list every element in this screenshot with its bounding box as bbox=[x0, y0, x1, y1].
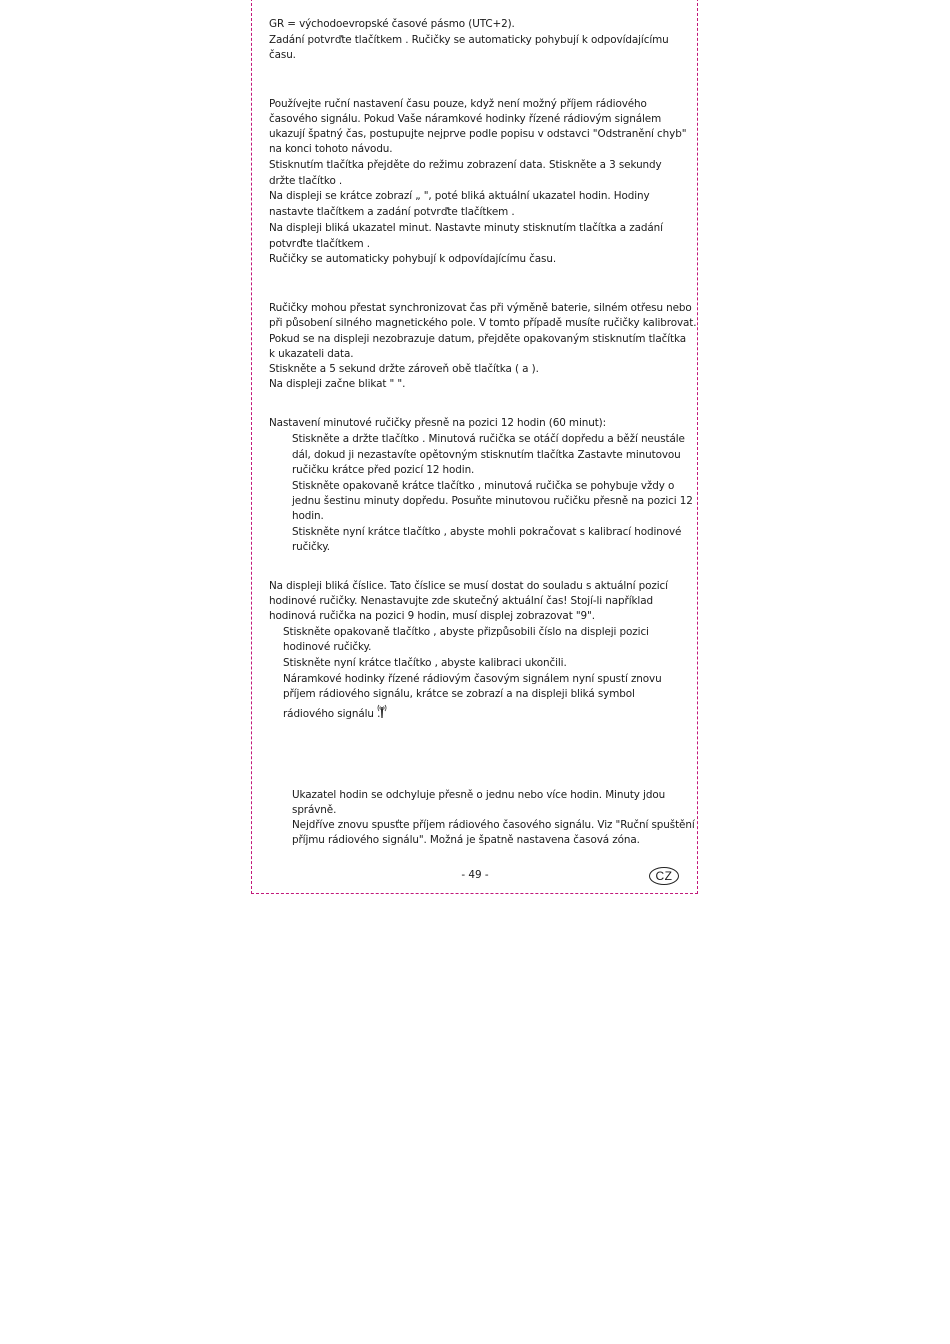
text-line: rádiového signálu . bbox=[283, 708, 381, 720]
text-line: Na displeji se krátce zobrazí „ ", poté bliká aktuální ukazatel hodin. Hodiny bbox=[269, 190, 650, 202]
text-line: Pokud se na displeji nezobrazuje datum, přejděte opakovaným stisknutím tlačítka bbox=[269, 333, 686, 345]
text-line: držte tlačítko . bbox=[269, 175, 343, 187]
text-line: na konci tohoto návodu. bbox=[269, 143, 393, 155]
language-badge: CZ bbox=[649, 867, 679, 885]
text-line: hodinová ručička na pozici 9 hodin, musí displej zobrazovat "9". bbox=[269, 610, 595, 622]
text-line: Nastavení minutové ručičky přesně na pozici 12 hodin (60 minut): bbox=[269, 417, 607, 429]
page-number: - 49 - bbox=[461, 869, 489, 881]
text-line: potvrďte tlačítkem . bbox=[269, 238, 370, 250]
text-line: Ukazatel hodin se odchyluje přesně o jednu nebo více hodin. Minuty jdou bbox=[292, 789, 666, 801]
text-line: ručičku krátce před pozicí 12 hodin. bbox=[292, 464, 475, 476]
text-line: hodin. bbox=[292, 510, 324, 522]
text-line: časového signálu. Pokud Vaše náramkové hodinky řízené rádiovým signálem bbox=[269, 113, 662, 125]
text-line: Na displeji bliká číslice. Tato číslice se musí dostat do souladu s aktuální pozicí bbox=[269, 580, 668, 592]
text-line: Používejte ruční nastavení času pouze, když není možný příjem rádiového bbox=[269, 98, 647, 110]
text-line: Ručičky se automaticky pohybují k odpovídajícímu času. bbox=[269, 253, 557, 265]
text-line: Stiskněte opakovaně krátce tlačítko , minutová ručička se pohybuje vždy o bbox=[292, 480, 675, 492]
text-line: k ukazateli data. bbox=[269, 348, 354, 360]
text-line: Zadání potvrďte tlačítkem . Ručičky se automaticky pohybují k odpovídajícímu bbox=[269, 34, 669, 46]
text-line: Stiskněte a 5 sekund držte zároveň obě tlačítka ( a ). bbox=[269, 363, 539, 375]
text-line: Nejdříve znovu spusťte příjem rádiového časového signálu. Viz "Ruční spuštění bbox=[292, 819, 695, 831]
text-line: příjmu rádiového signálu". Možná je špatně nastavena časová zóna. bbox=[292, 834, 640, 846]
text-line: jednu šestinu minuty dopředu. Posuňte minutovou ručičku přesně na pozici 12 bbox=[292, 495, 693, 507]
text-line: ukazují špatný čas, postupujte nejprve podle popisu v odstavci "Odstranění chyb" bbox=[269, 128, 687, 140]
text-line: Stiskněte opakovaně tlačítko , abyste přizpůsobili číslo na displeji pozici bbox=[283, 626, 649, 638]
text-line: Stiskněte a držte tlačítko . Minutová ručička se otáčí dopředu a běží neustále bbox=[292, 433, 685, 445]
text-line: Náramkové hodinky řízené rádiovým časovým signálem nyní spustí znovu bbox=[283, 673, 662, 685]
text-line: Stisknutím tlačítka přejděte do režimu zobrazení data. Stiskněte a 3 sekundy bbox=[269, 159, 662, 171]
text-line: správně. bbox=[292, 804, 337, 816]
text-line: dál, dokud ji nezastavíte opětovným stisknutím tlačítka Zastavte minutovou bbox=[292, 449, 681, 461]
radio-signal-icon bbox=[375, 703, 389, 719]
text-line: Stiskněte nyní krátce tlačítko , abyste mohli pokračovat s kalibrací hodinové bbox=[292, 526, 682, 538]
text-line: Stiskněte nyní krátce tlačítko , abyste kalibraci ukončili. bbox=[283, 657, 567, 669]
text-line: GR = východoevropské časové pásmo (UTC+2). bbox=[269, 18, 515, 30]
text-line: ručičky. bbox=[292, 541, 330, 553]
text-line: času. bbox=[269, 49, 296, 61]
text-line: Na displeji bliká ukazatel minut. Nastavte minuty stisknutím tlačítka a zadání bbox=[269, 222, 663, 234]
text-line: hodinové ručičky. bbox=[283, 641, 372, 653]
text-line: příjem rádiového signálu, krátce se zobrazí a na displeji bliká symbol bbox=[283, 688, 635, 700]
text-line: Ručičky mohou přestat synchronizovat čas při výměně baterie, silném otřesu nebo bbox=[269, 302, 692, 314]
text-line: nastavte tlačítkem a zadání potvrďte tlačítkem . bbox=[269, 206, 515, 218]
text-line: Na displeji začne blikat " ". bbox=[269, 378, 406, 390]
text-line: při působení silného magnetického pole. V tomto případě musíte ručičky kalibrovat. bbox=[269, 317, 697, 329]
text-line: hodinové ručičky. Nenastavujte zde skutečný aktuální čas! Stojí-li například bbox=[269, 595, 653, 607]
